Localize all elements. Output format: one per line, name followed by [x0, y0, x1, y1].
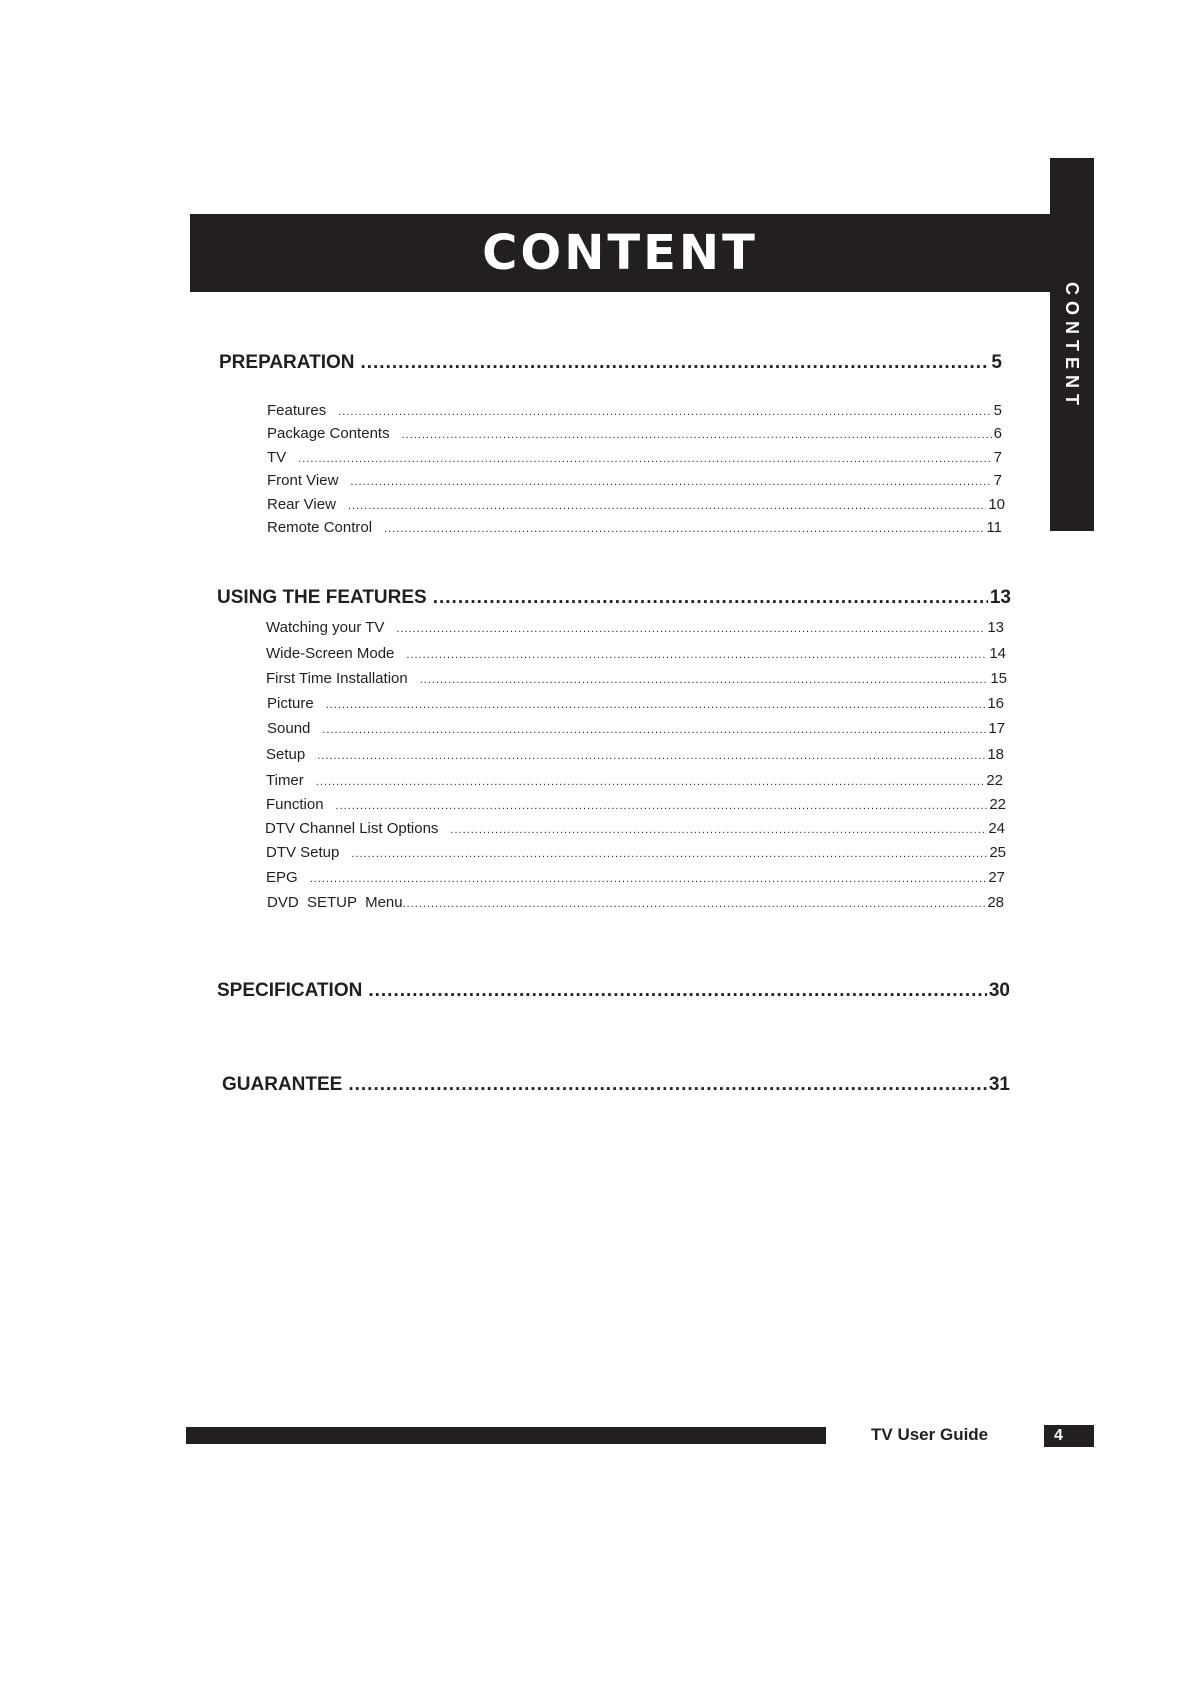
leader-dots — [298, 453, 991, 465]
toc-item-label: Timer — [266, 772, 304, 789]
page-number-badge — [1044, 1425, 1094, 1447]
leader-dots — [368, 980, 987, 1002]
toc-page-number: 28 — [987, 894, 1004, 911]
toc-page-number: 15 — [990, 670, 1007, 687]
toc-item-picture[interactable] — [267, 695, 1004, 712]
toc-item-timer[interactable] — [266, 772, 1003, 789]
toc-page-number: 13 — [989, 587, 1011, 608]
toc-item-label: Sound — [267, 720, 311, 737]
toc-page-number: 6 — [993, 425, 1002, 442]
toc-page-number: 14 — [989, 645, 1006, 662]
toc-section-title: SPECIFICATION — [217, 980, 363, 1001]
leader-dots — [360, 352, 989, 374]
page-title: CONTENT — [482, 225, 758, 281]
toc-section-using-the-features[interactable] — [217, 587, 1011, 609]
leader-dots — [351, 848, 987, 860]
toc-item-label: First Time Installation — [266, 670, 408, 687]
toc-item-setup[interactable] — [266, 746, 1004, 763]
leader-dots — [336, 800, 988, 812]
leader-dots — [348, 1074, 987, 1096]
toc-item-wide-screen-mode[interactable] — [266, 645, 1006, 662]
toc-item-label: DTV Channel List Options — [265, 820, 439, 837]
toc-page-number: 18 — [987, 746, 1004, 763]
toc-item-label: Function — [266, 796, 324, 813]
toc-item-package-contents[interactable] — [267, 425, 1002, 442]
leader-dots — [350, 476, 991, 488]
toc-page-number: 27 — [988, 869, 1005, 886]
side-tab-label: CONTENT — [1062, 282, 1082, 411]
leader-dots — [433, 587, 988, 609]
footer-guide-title: TV User Guide — [871, 1425, 989, 1444]
toc-page-number: 5 — [991, 352, 1002, 373]
leader-dots — [402, 429, 992, 441]
toc-page-number: 17 — [988, 720, 1005, 737]
toc-page-number: 30 — [988, 980, 1010, 1001]
toc-item-remote-control[interactable] — [267, 519, 1002, 536]
toc-item-label: EPG — [266, 869, 298, 886]
toc-item-first-time-installation[interactable] — [266, 670, 1007, 687]
leader-dots — [396, 623, 985, 635]
leader-dots — [317, 750, 985, 762]
leader-dots — [316, 776, 985, 788]
toc-item-label: Front View — [267, 472, 339, 489]
toc-item-label: Watching your TV — [266, 619, 385, 636]
toc-item-front-view[interactable] — [267, 472, 1002, 489]
leader-dots — [322, 724, 986, 736]
toc-item-label: TV — [267, 449, 287, 466]
toc-item-tv[interactable] — [267, 449, 1002, 466]
toc-item-label: Features — [267, 402, 327, 419]
toc-page-number: 16 — [987, 695, 1004, 712]
toc-section-title: PREPARATION — [219, 352, 355, 373]
toc-section-title: USING THE FEATURES — [217, 587, 427, 608]
toc-item-label: Wide-Screen Mode — [266, 645, 395, 662]
toc-item-dtv-channel-list-options[interactable] — [265, 820, 1005, 837]
toc-page-number: 31 — [988, 1074, 1010, 1095]
leader-dots — [348, 500, 986, 512]
leader-dots — [406, 649, 987, 661]
toc-item-sound[interactable] — [267, 720, 1005, 737]
page-number: 4 — [1054, 1427, 1063, 1444]
toc-item-label: Picture — [267, 695, 314, 712]
leader-dots — [384, 523, 984, 535]
toc-item-label: Package Contents — [267, 425, 390, 442]
toc-page-number: 7 — [993, 472, 1002, 489]
toc-page-number: 13 — [987, 619, 1004, 636]
toc-page-number: 22 — [986, 772, 1003, 789]
footer-rule — [186, 1427, 826, 1444]
toc-item-dvd-setup-menu[interactable] — [267, 894, 1004, 911]
leader-dots — [450, 824, 986, 836]
toc-item-label: Remote Control — [267, 519, 373, 536]
toc-item-watching-your-tv[interactable] — [266, 619, 1004, 636]
toc-page-number: 22 — [989, 796, 1006, 813]
toc-page-number: 25 — [989, 844, 1006, 861]
leader-dots — [326, 699, 986, 711]
toc-item-dtv-setup[interactable] — [266, 844, 1006, 861]
toc-section-title: GUARANTEE — [222, 1074, 343, 1095]
toc-section-guarantee[interactable] — [222, 1074, 1010, 1096]
toc-item-label: DTV Setup — [266, 844, 340, 861]
toc-item-rear-view[interactable] — [267, 496, 1005, 513]
toc-item-features[interactable] — [267, 402, 1002, 419]
toc-section-preparation[interactable] — [219, 352, 1002, 374]
toc-page-number: 24 — [988, 820, 1005, 837]
toc-item-label: Rear View — [267, 496, 336, 513]
toc-item-epg[interactable] — [266, 869, 1005, 886]
toc-item-function[interactable] — [266, 796, 1006, 813]
toc-page-number: 11 — [986, 519, 1002, 536]
toc-page-number: 7 — [993, 449, 1002, 466]
toc-page-number: 5 — [993, 402, 1002, 419]
leader-dots — [310, 873, 987, 885]
toc-section-specification[interactable] — [217, 980, 1010, 1002]
toc-page-number: 10 — [988, 496, 1005, 513]
leader-dots — [420, 674, 989, 686]
leader-dots — [403, 898, 986, 910]
toc-item-label: DVD SETUP Menu — [267, 894, 403, 911]
leader-dots — [338, 406, 991, 418]
toc-item-label: Setup — [266, 746, 306, 763]
